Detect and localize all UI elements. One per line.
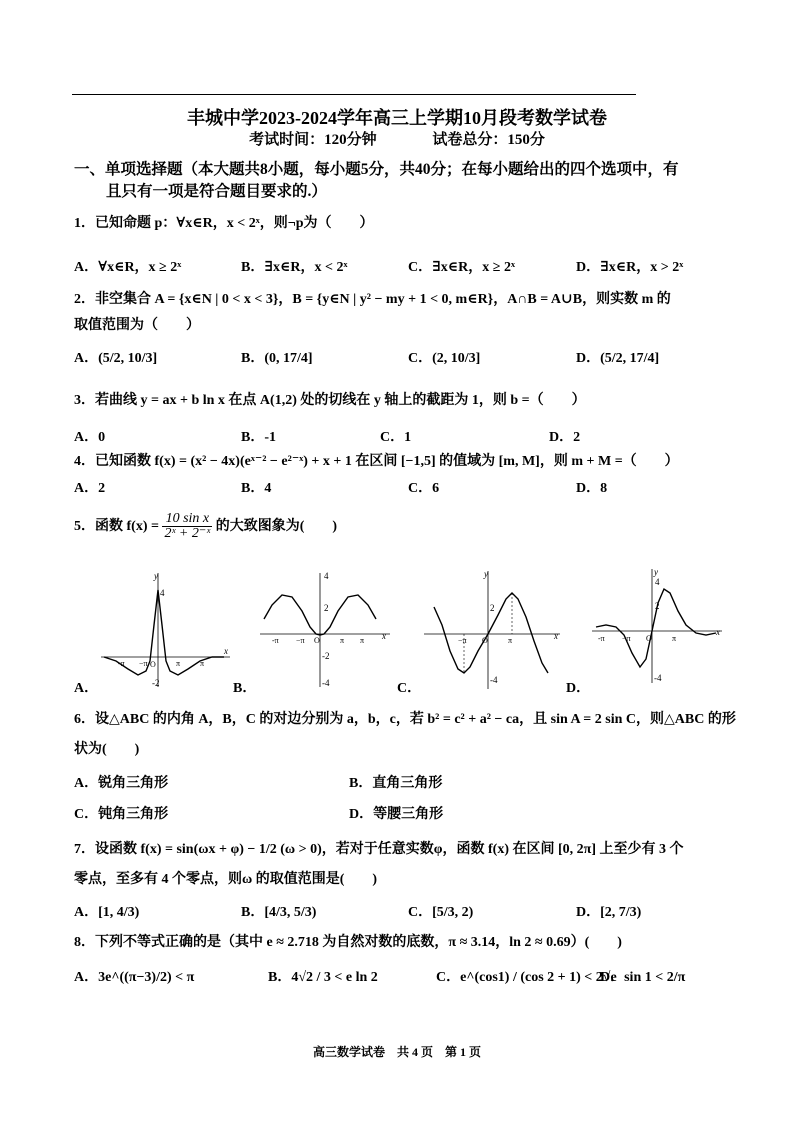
section-heading xyxy=(74,159,724,203)
q5c-tick-2: 2 xyxy=(490,603,495,613)
q7-option-c: C．[5/3, 2) xyxy=(408,905,474,920)
q5a-tick-mhpi: −π xyxy=(139,659,148,668)
q2-option-b: B．(0, 17/4] xyxy=(241,351,313,366)
q5b-tick-hpi: π xyxy=(340,636,345,645)
top-rule xyxy=(72,94,636,95)
q5d-origin: O xyxy=(646,634,652,643)
q5-graph-d xyxy=(588,563,728,688)
q7-option-b: B．[4/3, 5/3) xyxy=(241,905,317,920)
q5-stem xyxy=(74,512,724,542)
q5-stem-prefix: 5．函数 f(x) = xyxy=(74,519,159,534)
q3-option-d: D．2 xyxy=(549,430,581,445)
q5a-origin: O xyxy=(150,660,156,669)
q5d-tick-2: 2 xyxy=(655,601,660,611)
q2-stem2: 取值范围为（ ） xyxy=(74,318,200,333)
section-heading-line1: 一、单项选择题（本大题共8小题，每小题5分，共40分；在每小题给出的四个选项中，有 xyxy=(74,161,679,178)
exam-info xyxy=(0,128,794,149)
q7-option-a: A．[1, 4/3) xyxy=(74,905,140,920)
q3-option-b: B．-1 xyxy=(241,430,276,445)
q5b-tick-mpi: -π xyxy=(272,636,279,645)
q5c-xlabel: x xyxy=(554,631,558,641)
q5b-tick-2: 2 xyxy=(324,603,329,613)
q5-stem-suffix: 的大致图象为( ) xyxy=(215,519,338,534)
page-title: 丰城中学2023-2024学年高三上学期10月段考数学试卷 xyxy=(187,108,607,128)
q5d-ylabel: y xyxy=(654,567,658,577)
q6-option-d: D．等腰三角形 xyxy=(349,807,444,822)
q2-option-a: A．(5/2, 10/3] xyxy=(74,351,158,366)
q5-option-a: A． xyxy=(74,681,99,696)
q4-option-b: B．4 xyxy=(241,481,272,496)
q8-stem: 8．下列不等式正确的是（其中 e ≈ 2.718 为自然对数的底数，π ≈ 3.14，ln 2 ≈ 0.69）( ) xyxy=(74,935,622,950)
q5d-tick-mpi: -π xyxy=(598,634,605,643)
q7-stem2: 零点，至多有 4 个零点，则ω 的取值范围是( ) xyxy=(74,872,378,887)
q8-option-d: D．sin 1 < 2/π xyxy=(600,970,686,985)
q2-stem: 2．非空集合 A = {x∈N | 0 < x < 3}，B = {y∈N | y² − my + 1 < 0, m∈R}，A∩B = A∪B，则实数 m 的 xyxy=(74,292,671,307)
q1-option-d: D．∃x∈R，x > 2ˣ xyxy=(576,260,684,275)
exam-time: 考试时间：120分钟 xyxy=(249,132,377,148)
q8-option-a: A．3e^((π−3)/2) < π xyxy=(74,970,195,985)
section-heading-line2: 且只有一项是符合题目要求的.） xyxy=(106,183,327,200)
q6-stem: 6．设△ABC 的内角 A，B，C 的对边分别为 a，b，c，若 b² = c² + a² − ca，且 sin A = 2 sin C，则△ABC 的形 xyxy=(74,712,736,727)
q3-stem: 3．若曲线 y = ax + b ln x 在点 A(1,2) 处的切线在 y 轴上的截距为 1，则 b =（ ） xyxy=(74,393,586,408)
q8-option-b: B．4√2 / 3 < e ln 2 xyxy=(268,970,378,985)
q5d-tick-hpi: π xyxy=(672,634,677,643)
q5b-tick-m2: -2 xyxy=(322,651,330,661)
q5a-tick-m2: -2 xyxy=(152,678,160,688)
q4-option-a: A．2 xyxy=(74,481,106,496)
q5b-tick-m4: -4 xyxy=(322,678,330,688)
q3-option-a: A．0 xyxy=(74,430,106,445)
q5b-tick-mhpi: −π xyxy=(296,636,305,645)
page-footer: 高三数学试卷 共 4 页 第 1 页 xyxy=(312,1045,481,1059)
q5-graph-a xyxy=(96,565,236,690)
q5c-tick-m4: -4 xyxy=(490,675,498,685)
q5-denominator: 2ˣ + 2⁻ˣ xyxy=(164,526,211,542)
q5c-tick-mhpi: −π xyxy=(458,636,467,645)
q5a-ylabel: y xyxy=(154,571,158,581)
q5-graph-c-svg xyxy=(420,567,565,692)
q5d-tick-m4: -4 xyxy=(654,673,662,683)
q5a-tick-mpi: -π xyxy=(118,659,125,668)
q5b-origin: O xyxy=(314,636,320,645)
q5b-tick-pi: π xyxy=(360,636,365,645)
q5-fraction xyxy=(162,512,212,541)
q1-option-c: C．∃x∈R，x ≥ 2ˣ xyxy=(408,260,515,275)
q5d-xlabel: x xyxy=(716,627,720,637)
q2-option-d: D．(5/2, 17/4] xyxy=(576,351,660,366)
q5-graph-c xyxy=(420,567,565,692)
q2-option-c: C．(2, 10/3] xyxy=(408,351,481,366)
q5-numerator: 10 sin x xyxy=(162,512,212,527)
q5-graph-b-svg xyxy=(256,567,396,692)
q5-option-b: B． xyxy=(233,681,257,696)
exam-score: 试卷总分：150分 xyxy=(432,132,545,148)
q5a-tick-4: 4 xyxy=(160,588,165,598)
q5c-ylabel: y xyxy=(484,569,488,579)
q6-option-c: C．钝角三角形 xyxy=(74,807,169,822)
q5a-tick-pi: π xyxy=(200,659,205,668)
q4-option-c: C．6 xyxy=(408,481,440,496)
q7-option-d: D．[2, 7/3) xyxy=(576,905,642,920)
q5-graph-a-svg xyxy=(96,565,236,690)
q8-option-c: C．e^(cos1) / (cos 2 + 1) < 2√e xyxy=(436,970,617,985)
q4-stem: 4．已知函数 f(x) = (x² − 4x)(eˣ⁻² − e²⁻ˣ) + x + 1 在区间 [−1,5] 的值域为 [m, M]，则 m + M =（ ） xyxy=(74,454,679,469)
q6-option-a: A．锐角三角形 xyxy=(74,776,169,791)
q6-option-b: B．直角三角形 xyxy=(349,776,443,791)
q5-graph-b xyxy=(256,567,396,692)
q1-stem: 1．已知命题 p：∀x∈R，x < 2ˣ，则¬p为（ ） xyxy=(74,216,374,231)
q5-option-d: D． xyxy=(566,681,591,696)
q7-stem: 7．设函数 f(x) = sin(ωx + φ) − 1/2 (ω > 0)，若对于任意实数φ，函数 f(x) 在区间 [0, 2π] 上至少有 3 个 xyxy=(74,842,684,857)
q4-option-d: D．8 xyxy=(576,481,608,496)
q5-option-c: C． xyxy=(397,681,422,696)
q5d-tick-mhpi: −π xyxy=(622,634,631,643)
q5d-tick-4: 4 xyxy=(655,577,660,587)
q5a-tick-hpi: π xyxy=(176,659,181,668)
q5a-xlabel: x xyxy=(224,646,228,656)
q5c-origin: O xyxy=(482,636,488,645)
q1-option-a: A．∀x∈R，x ≥ 2ˣ xyxy=(74,260,182,275)
q5c-tick-hpi: π xyxy=(508,636,513,645)
q5b-xlabel: x xyxy=(382,631,386,641)
q3-option-c: C．1 xyxy=(380,430,412,445)
q1-option-b: B．∃x∈R，x < 2ˣ xyxy=(241,260,348,275)
q5b-tick-4: 4 xyxy=(324,571,329,581)
q5-graph-d-svg xyxy=(588,563,728,688)
q6-stem2: 状为( ) xyxy=(74,742,140,757)
